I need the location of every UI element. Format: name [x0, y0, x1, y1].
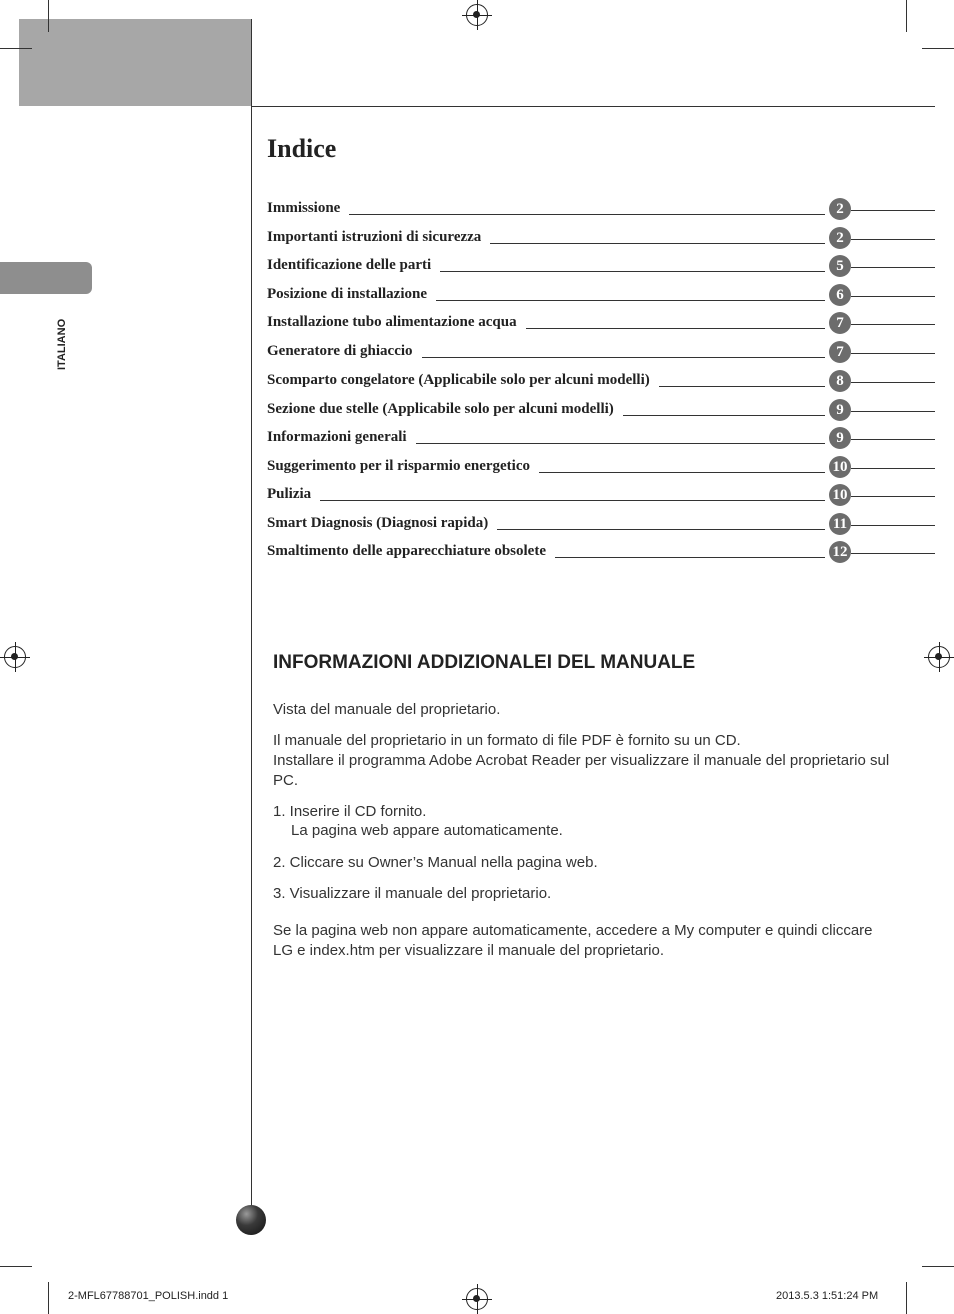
toc-page-number: 5: [829, 255, 851, 277]
toc-entry: [267, 372, 935, 392]
toc-leader-line: [349, 214, 825, 215]
list-item: 2. Cliccare su Owner’s Manual nella pagina web.: [273, 854, 598, 871]
language-tab: [0, 262, 92, 294]
toc-entry: [267, 314, 935, 334]
paragraph: Vista del manuale del proprietario.: [273, 701, 501, 718]
toc-trailing-line: [851, 411, 935, 412]
crop-mark: [48, 1282, 49, 1314]
toc-entry: [267, 515, 935, 535]
header-rule: [251, 106, 935, 107]
toc-entry-label: Scomparto congelatore (Applicabile solo per alcuni modelli): [267, 372, 650, 388]
toc-page-number: 11: [829, 513, 851, 535]
toc-entry: [267, 429, 935, 449]
toc-entry: [267, 200, 935, 220]
toc-trailing-line: [851, 239, 935, 240]
page-title: Indice: [267, 134, 337, 163]
toc-entry-label: Suggerimento per il risparmio energetico: [267, 458, 530, 474]
toc-entry: [267, 229, 935, 249]
footer-timestamp: 2013.5.3 1:51:24 PM: [776, 1290, 879, 1302]
toc-leader-line: [416, 443, 825, 444]
toc-page-number: 7: [829, 312, 851, 334]
crop-mark: [0, 1266, 32, 1267]
toc-page-number: 9: [829, 399, 851, 421]
toc-page-number: 10: [829, 456, 851, 478]
toc-page-number: 2: [829, 227, 851, 249]
crop-mark: [906, 0, 907, 32]
toc-entry-label: Pulizia: [267, 486, 312, 502]
toc-trailing-line: [851, 439, 935, 440]
toc-trailing-line: [851, 553, 935, 554]
toc-trailing-line: [851, 496, 935, 497]
toc-entry: [267, 401, 935, 421]
toc-leader-line: [490, 243, 825, 244]
paragraph: Il manuale del proprietario in un formato di file PDF è fornito su un CD.: [273, 732, 741, 749]
toc-page-number: 9: [829, 427, 851, 449]
toc-trailing-line: [851, 210, 935, 211]
toc-entry-label: Generatore di ghiaccio: [267, 343, 413, 359]
toc-trailing-line: [851, 324, 935, 325]
toc-page-number: 8: [829, 370, 851, 392]
language-tab-label: ITALIANO: [56, 318, 68, 370]
toc-leader-line: [497, 529, 825, 530]
toc-leader-line: [526, 328, 825, 329]
crop-mark: [922, 48, 954, 49]
section-heading: INFORMAZIONI ADDIZIONALEI DEL MANUALE: [273, 652, 696, 673]
list-item: 1. Inserire il CD fornito.: [273, 803, 427, 820]
header-gray-box: [19, 19, 251, 106]
footer-filename: 2-MFL67788701_POLISH.indd 1: [68, 1290, 229, 1302]
toc-trailing-line: [851, 296, 935, 297]
toc-entry-label: Smart Diagnosis (Diagnosi rapida): [267, 515, 489, 531]
toc-entry-label: Identificazione delle parti: [267, 257, 432, 273]
crop-mark: [922, 1266, 954, 1267]
toc-trailing-line: [851, 353, 935, 354]
toc-entry-label: Installazione tubo alimentazione acqua: [267, 314, 517, 330]
registration-mark-icon: [4, 646, 26, 668]
registration-mark-icon: [466, 4, 488, 26]
toc-page-number: 2: [829, 198, 851, 220]
toc-entry: [267, 486, 935, 506]
crop-mark: [0, 48, 32, 49]
margin-rule: [251, 19, 252, 1234]
toc-leader-line: [555, 557, 825, 558]
toc-entry: [267, 543, 935, 563]
registration-mark-icon: [466, 1288, 488, 1310]
toc-entry-label: Immissione: [267, 200, 341, 216]
toc-entry: [267, 286, 935, 306]
toc-leader-line: [436, 300, 825, 301]
toc-entry-label: Importanti istruzioni di sicurezza: [267, 229, 482, 245]
toc-leader-line: [320, 500, 825, 501]
toc-entry-label: Informazioni generali: [267, 429, 407, 445]
toc-leader-line: [623, 415, 825, 416]
toc-leader-line: [440, 271, 825, 272]
toc-entry-label: Posizione di installazione: [267, 286, 428, 302]
toc-entry-label: Sezione due stelle (Applicabile solo per alcuni modelli): [267, 401, 614, 417]
toc-page-number: 6: [829, 284, 851, 306]
toc-page-number: 12: [829, 541, 851, 563]
registration-mark-icon: [928, 646, 950, 668]
crop-mark: [48, 0, 49, 32]
toc-entry-label: Smaltimento delle apparecchiature obsolete: [267, 543, 546, 559]
list-item: 3. Visualizzare il manuale del proprietario.: [273, 885, 552, 902]
toc-trailing-line: [851, 525, 935, 526]
toc-entry: [267, 257, 935, 277]
toc-leader-line: [539, 472, 825, 473]
page-marker-icon: [236, 1205, 266, 1235]
toc-trailing-line: [851, 468, 935, 469]
paragraph: Se la pagina web non appare automaticamente, accedere a My computer e quindi cliccare LG e index.htm per visualizzare il manuale del proprietario.: [273, 922, 873, 959]
paragraph: Installare il programma Adobe Acrobat Reader per visualizzare il manuale del proprietario sul PC.: [273, 752, 890, 789]
toc-page-number: 10: [829, 484, 851, 506]
toc-entry: [267, 458, 935, 478]
list-item-detail: La pagina web appare automaticamente.: [291, 822, 563, 839]
toc-entry: [267, 343, 935, 363]
crop-mark: [906, 1282, 907, 1314]
toc-trailing-line: [851, 267, 935, 268]
toc-trailing-line: [851, 382, 935, 383]
toc-leader-line: [422, 357, 825, 358]
toc-leader-line: [659, 386, 825, 387]
toc-page-number: 7: [829, 341, 851, 363]
